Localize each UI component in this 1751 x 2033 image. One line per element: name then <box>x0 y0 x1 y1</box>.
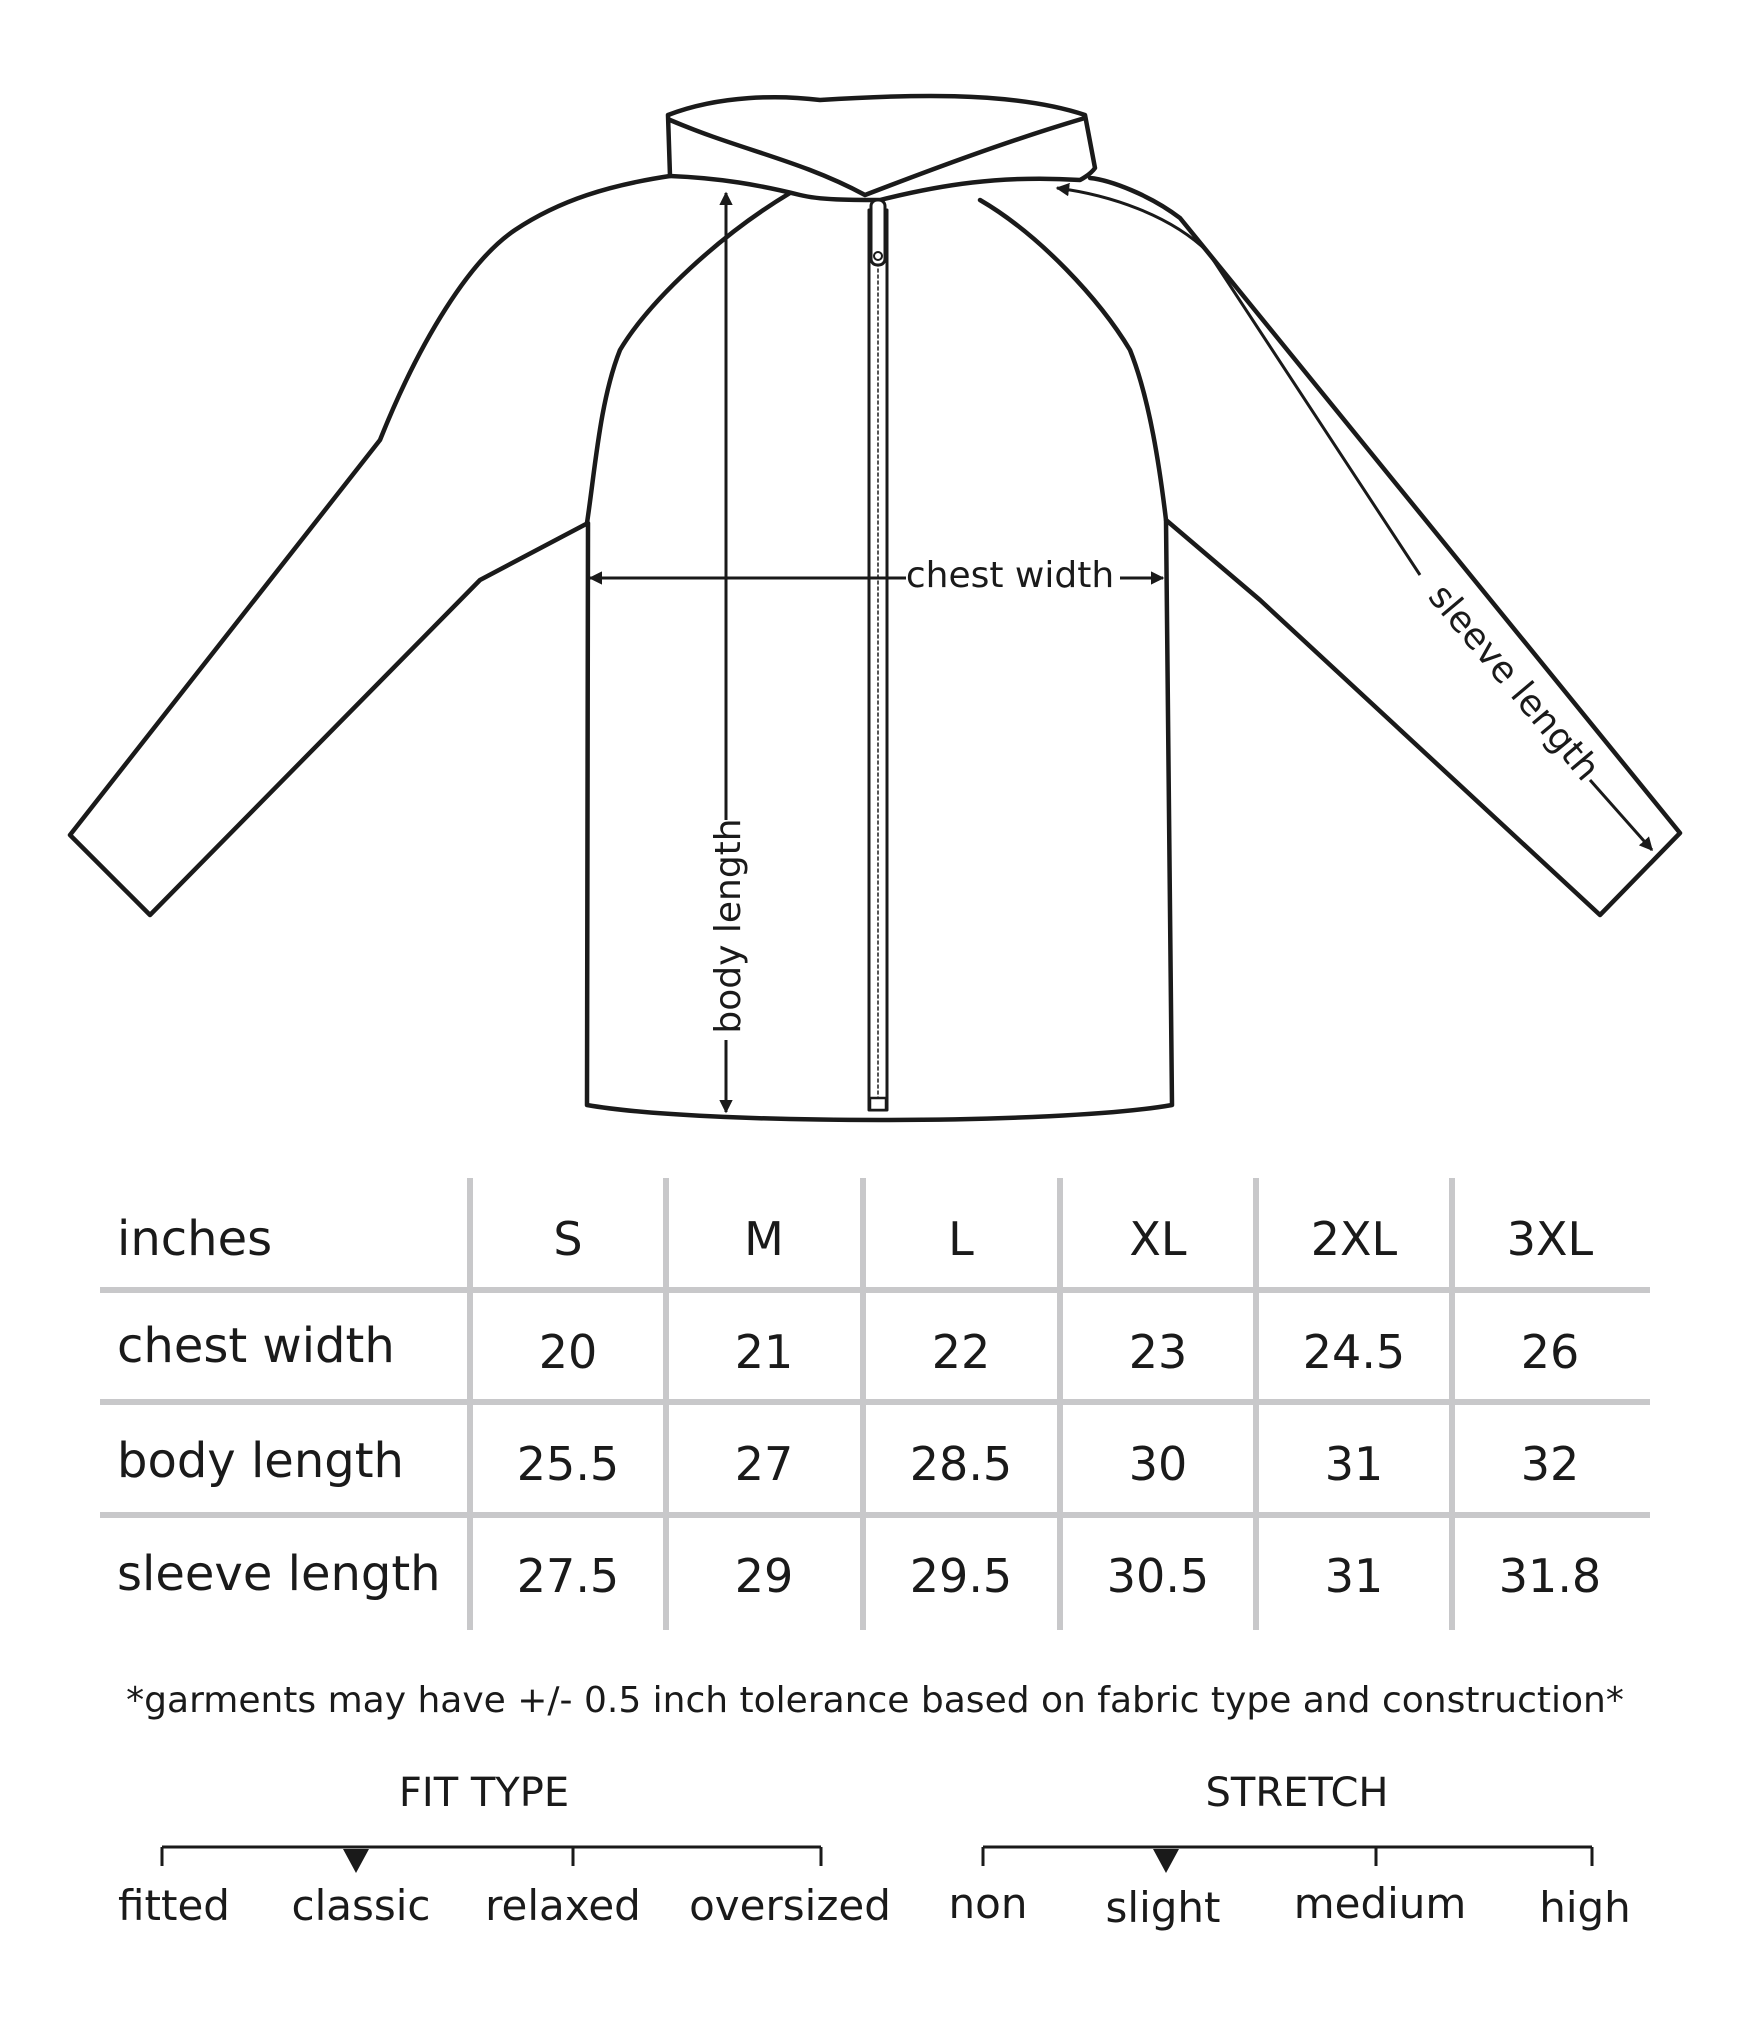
table-cell: 23 <box>1128 1325 1188 1379</box>
fit-option-oversized: oversized <box>689 1881 891 1930</box>
chest-width-label: chest width <box>905 555 1115 596</box>
table-cell: 27.5 <box>516 1549 620 1603</box>
sleeve-length-label: sleeve length <box>1420 576 1608 789</box>
table-cell: 22 <box>931 1325 991 1379</box>
stretch-option-high: high <box>1539 1883 1631 1932</box>
table-cell: 32 <box>1520 1437 1580 1491</box>
table-cell: 31 <box>1324 1549 1384 1603</box>
table-cell: 28.5 <box>909 1437 1013 1491</box>
tolerance-footnote: *garments may have +/- 0.5 inch tolerance based on fabric type and construction* <box>126 1680 1624 1721</box>
table-cell: 31.8 <box>1498 1549 1602 1603</box>
zipper-stop <box>870 1098 886 1110</box>
stretch-option-medium: medium <box>1293 1879 1467 1928</box>
hood-outline <box>668 96 1095 200</box>
table-cell: 30.5 <box>1106 1549 1210 1603</box>
hoodie-outline <box>70 176 1680 1120</box>
fit-option-relaxed: relaxed <box>485 1881 641 1930</box>
size-header-m: M <box>744 1212 784 1266</box>
size-header-s: S <box>553 1212 583 1266</box>
size-header-xl: XL <box>1129 1212 1187 1266</box>
table-cell: 27 <box>734 1437 794 1491</box>
table-cell: 30 <box>1128 1437 1188 1491</box>
stretch-selected-marker <box>1153 1849 1179 1873</box>
table-cell: 25.5 <box>516 1437 620 1491</box>
table-cell: 31 <box>1324 1437 1384 1491</box>
stretch-option-non: non <box>948 1879 1028 1928</box>
size-header-3xl: 3XL <box>1506 1212 1594 1266</box>
table-corner-label: inches <box>117 1211 273 1267</box>
fit-type-selected-marker <box>343 1849 369 1873</box>
fit-type-scale <box>118 1770 891 1930</box>
body-length-label: body length <box>708 818 749 1034</box>
raglan-seam-left <box>587 193 790 523</box>
size-table <box>100 1178 1650 1630</box>
row-label-sleeve-length: sleeve length <box>117 1546 441 1602</box>
size-header-l: L <box>948 1212 974 1266</box>
table-cell: 26 <box>1520 1325 1580 1379</box>
table-cell: 24.5 <box>1302 1325 1406 1379</box>
table-cell: 21 <box>734 1325 794 1379</box>
sleeve-length-arrow-top <box>1057 188 1420 575</box>
table-cell: 29 <box>734 1549 794 1603</box>
fit-type-title: FIT TYPE <box>398 1770 570 1816</box>
fit-option-classic: classic <box>291 1881 431 1930</box>
row-label-chest-width: chest width <box>117 1318 395 1374</box>
stretch-scale <box>949 1770 1631 1932</box>
raglan-seam-right <box>980 200 1166 520</box>
row-label-body-length: body length <box>117 1433 404 1489</box>
fit-option-fitted: fitted <box>118 1881 230 1930</box>
table-cell: 29.5 <box>909 1549 1013 1603</box>
size-header-2xl: 2XL <box>1310 1212 1398 1266</box>
stretch-title: STRETCH <box>1205 1770 1389 1816</box>
stretch-option-slight: slight <box>1105 1883 1221 1932</box>
table-cell: 20 <box>538 1325 598 1379</box>
